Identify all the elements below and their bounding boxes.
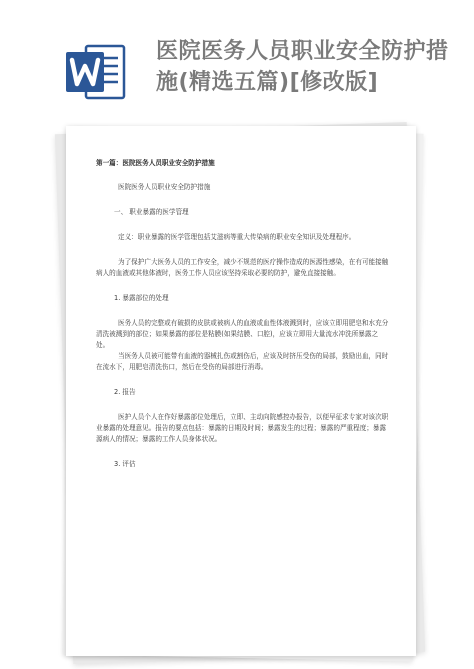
document-page bbox=[66, 126, 416, 656]
document-subtitle: 医院医务人员职业安全防护措施 bbox=[118, 183, 211, 191]
definition-paragraph: 定义：职业暴露的医学管理包括艾滋病等重大传染病的职业安全知识及处理程序。 bbox=[118, 233, 356, 241]
handling-paragraph-1: 医务人员的完整或有破损的皮肤或被病人的血液或血性体液溅到时，应该立即用肥皂和水充分清洗被溅到的部位；如果暴露的部位是粘膜(如果结膜、口腔)，应该立即用大量流水冲洗所暴露之处。 bbox=[96, 319, 389, 349]
chapter-heading: 第一篇：医院医务人员职业安全防护措施 bbox=[96, 159, 215, 167]
section-heading-2: 2. 报告 bbox=[114, 388, 136, 396]
word-icon bbox=[64, 40, 128, 104]
handling-paragraph-2: 当医务人员被可能带有血液的器械扎伤或割伤后，应该及时挤压受伤的局部，鼓励出血，同时在流水下，用肥皂清洗伤口，然后在受伤的局部进行消毒。 bbox=[96, 352, 389, 371]
section-heading-3: 3. 评估 bbox=[114, 460, 136, 468]
section-heading-1: 一、 职业暴露的医学管理 bbox=[114, 208, 189, 216]
intro-paragraph: 为了保护广大医务人员的工作安全，减少不规范的医疗操作造成的医源性感染，在有可能接触病人的血液或其他体液时，医务工作人员应该坚持采取必要的防护，避免直接接触。 bbox=[96, 258, 389, 277]
report-paragraph: 医护人员个人在作好暴露部位处理后，立即、主动向院感控办报告，以便早征求专家对该次职业暴露的处理意见。报告的要点包括：暴露的日期及时间；暴露发生的过程；暴露的严重程度；暴露源病人的情况；暴露的工作人员身体状况。 bbox=[96, 413, 389, 443]
document-body bbox=[96, 158, 390, 484]
section-heading-1-1: 1. 暴露部位的处理 bbox=[114, 294, 169, 302]
page-title: 医院医务人员职业安全防护措施(精选五篇)[修改版] bbox=[156, 39, 449, 95]
